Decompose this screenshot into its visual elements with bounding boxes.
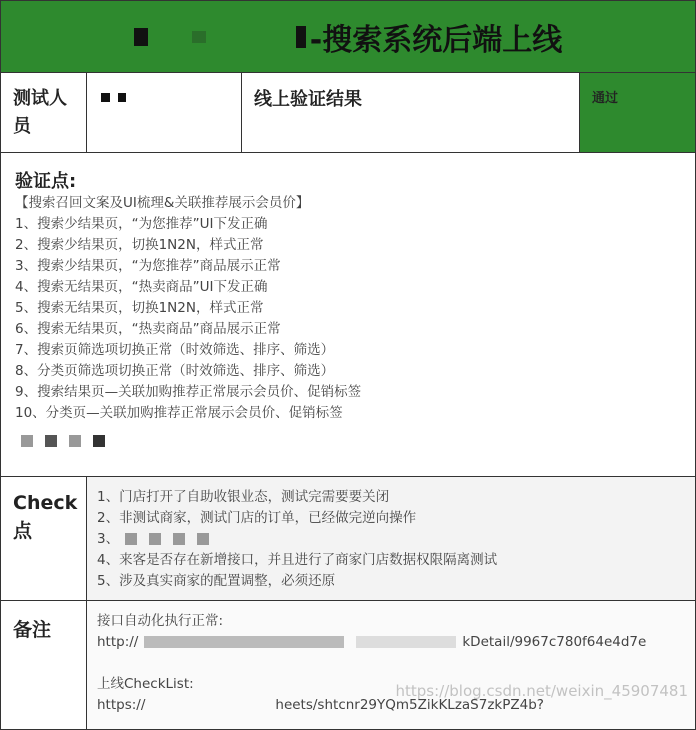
document-title [0, 0, 696, 73]
checklist-label: 上线CheckList: [97, 676, 194, 692]
check-item [97, 529, 685, 550]
title-text: -搜索系统后端上线 [309, 22, 563, 58]
tester-label: 测试人员 [0, 72, 87, 153]
check-item [97, 508, 685, 529]
verify-heading: 验证点: [15, 171, 77, 192]
redacted-block [15, 430, 681, 449]
result-label: 线上验证结果 [241, 72, 580, 153]
checklist-url-start: https:// [97, 697, 146, 713]
check-item-text: 2、非测试商家，测试门店的订单，已经做完逆向操作 [97, 510, 417, 526]
api-url-start: http:// [97, 634, 139, 650]
verify-intro: 【搜索召回文案及UI梳理&关联推荐展示会员价】 [15, 195, 310, 211]
notes-content [86, 600, 696, 730]
verify-item: 6、搜索无结果页，“热卖商品”商品展示正常 [15, 321, 281, 337]
check-item [97, 550, 685, 571]
notes-label: 备注 [0, 600, 87, 730]
redacted-block [125, 533, 137, 545]
redacted-block [296, 26, 306, 48]
tester-value [86, 72, 242, 153]
check-item [97, 571, 685, 592]
verify-item: 1、搜索少结果页，“为您推荐”UI下发正确 [15, 216, 268, 232]
api-url-end: kDetail/9967c780f64e4d7e [462, 634, 647, 650]
check-item-text: 5、涉及真实商家的配置调整，必须还原 [97, 573, 336, 589]
api-url[interactable] [97, 632, 685, 653]
redacted-block [173, 533, 185, 545]
check-item-text: 1、门店打开了自助收银业态，测试完需要要关闭 [97, 489, 390, 505]
check-item-text: 3、 [97, 531, 120, 547]
redacted-block [192, 31, 206, 43]
check-item [97, 487, 685, 508]
redacted-block [149, 533, 161, 545]
verify-item: 10、分类页—关联加购推荐正常展示会员价、促销标签 [15, 405, 343, 421]
redacted-block [134, 28, 148, 46]
verify-item: 5、搜索无结果页，切换1N2N，样式正常 [15, 300, 264, 316]
api-label: 接口自动化执行正常: [97, 613, 224, 629]
verify-item: 4、搜索无结果页，“热卖商品”UI下发正确 [15, 279, 268, 295]
watermark: https://blog.csdn.net/weixin_45907481 [395, 682, 688, 700]
result-value: 通过 [579, 72, 696, 153]
verify-item: 8、分类页筛选项切换正常（时效筛选、排序、筛选） [15, 363, 335, 379]
verify-item: 7、搜索页筛选项切换正常（时效筛选、排序、筛选） [15, 342, 335, 358]
verify-item: 2、搜索少结果页，切换1N2N，样式正常 [15, 237, 264, 253]
checklist-url-end: heets/shtcnr29YQm5ZikKLzaS7zkPZ4b? [275, 697, 544, 713]
check-item-text: 4、来客是否存在新增接口，并且进行了商家门店数据权限隔离测试 [97, 552, 498, 568]
check-label: Check点 [0, 476, 87, 601]
verify-section [0, 152, 696, 477]
check-list [86, 476, 696, 601]
redacted-block [197, 533, 209, 545]
verify-item: 3、搜索少结果页，“为您推荐”商品展示正常 [15, 258, 281, 274]
verify-item: 9、搜索结果页—关联加购推荐正常展示会员价、促销标签 [15, 384, 362, 400]
